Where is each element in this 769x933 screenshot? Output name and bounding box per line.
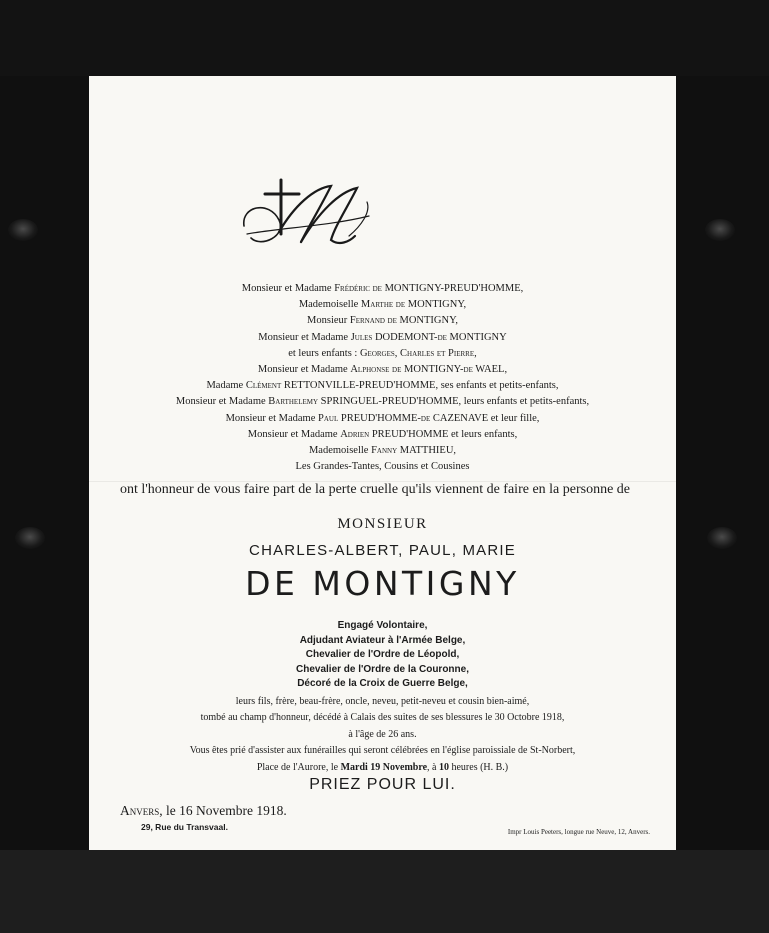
prayer-line: PRIEZ POUR LUI. — [309, 776, 456, 793]
death-line: tombé au champ d'honneur, décédé à Calais des suites de ses blessures le 30 Octobre 1918, — [200, 712, 565, 724]
family-line-part: Alphonse de — [350, 364, 402, 376]
deceased-given-names: CHARLES-ALBERT, PAUL, MARIE — [249, 542, 516, 559]
deceased-honorific: MONSIEUR — [337, 516, 428, 532]
title-line: Chevalier de l'Ordre de la Couronne, — [296, 663, 469, 675]
family-line-part: Monsieur et Madame — [175, 396, 269, 408]
family-line-part: MONTIGNY, — [396, 315, 458, 327]
family-line-part: RETTONVILLE-PREUD'HOMME, ses enfants et petits-enfants, — [281, 380, 559, 392]
family-line-part: Paul — [318, 412, 339, 424]
family-line-part: MONTIGNY-PREUD'HOMME, — [381, 283, 524, 294]
family-line — [89, 362, 676, 378]
family-line-part: Fernand de — [349, 315, 397, 327]
cross-monogram-icon — [239, 176, 379, 256]
family-line-part: Adrien — [340, 428, 370, 440]
binder-hole-left-top — [8, 219, 38, 241]
family-line-part: SPRINGUEL-PREUD'HOMME, leurs enfants et petits-enfants, — [318, 396, 590, 408]
title-line: Adjudant Aviateur à l'Armée Belge, — [299, 634, 466, 646]
family-line-part: Barthelemy — [268, 396, 319, 408]
funeral-hour: 10 — [438, 761, 449, 773]
family-line-part: Monsieur et Madame — [258, 331, 351, 343]
binder-hole-right-bottom — [707, 527, 737, 549]
place-date — [120, 803, 287, 819]
family-line — [89, 281, 676, 297]
family-line-part: MONTIGNY, — [405, 299, 467, 311]
family-line-part: Frédéric de — [334, 283, 382, 294]
family-line-part: PREUD'HOMME- — [338, 412, 421, 424]
title-line: Décoré de la Croix de Guerre Belge, — [297, 678, 468, 690]
funeral-hour-suffix: heures (H. B.) — [448, 761, 509, 773]
deceased-surname: DE MONTIGNY — [245, 564, 520, 603]
family-line-part: PREUD'HOMME et leurs enfants, — [369, 428, 518, 440]
family-line-part: Madame — [206, 380, 246, 392]
death-notice-card — [89, 76, 676, 850]
city: Anvers — [120, 803, 160, 818]
binder-hole-left-bottom — [15, 527, 45, 549]
backdrop-bottom — [0, 850, 769, 933]
family-line — [89, 346, 676, 362]
backdrop-top — [0, 0, 769, 76]
family-line-part: WAEL, — [472, 364, 508, 376]
military-titles — [89, 619, 676, 692]
family-line-part: Les Grandes-Tantes, Cousins et Cousines — [295, 461, 470, 473]
family-line — [89, 330, 676, 346]
family-line — [89, 411, 676, 427]
family-line — [89, 443, 676, 459]
relation-line: leurs fils, frère, beau-frère, oncle, neveu, petit-neveu et cousin bien-aimé, — [235, 696, 530, 707]
title-line: Chevalier de l'Ordre de Léopold, — [305, 649, 460, 661]
funeral-day: Mardi 19 Novembre — [340, 761, 428, 773]
family-line-part: et leurs enfants : — [288, 347, 360, 359]
family-line-part: CAZENAVE et leur fille, — [430, 412, 540, 424]
date: , le 16 Novembre 1918. — [159, 803, 287, 818]
family-line-part: Marthe de — [360, 299, 406, 311]
death-details — [89, 694, 676, 776]
family-line-part: Clément — [245, 380, 282, 392]
family-line-part: MATTHIEU, — [397, 445, 457, 457]
binder-hole-right-top — [705, 219, 735, 241]
family-line-part: Jules — [350, 331, 373, 343]
funeral-place: Place de l'Aurore, le — [256, 761, 341, 773]
family-line-part: Monsieur et Madame — [225, 412, 318, 424]
address: 29, Rue du Transvaal. — [141, 822, 228, 832]
family-line — [89, 313, 676, 329]
title-line: Engagé Volontaire, — [337, 620, 428, 631]
family-line — [89, 394, 676, 410]
family-line — [89, 459, 676, 475]
funeral-hour-prefix: , à — [427, 761, 439, 773]
family-line-part: de — [420, 412, 431, 424]
family-line-part: Monsieur et Madame — [247, 428, 341, 440]
bereaved-family-list — [89, 281, 676, 475]
family-line-part: DODEMONT- — [372, 331, 438, 343]
funeral-line: Vous êtes prié d'assister aux funérailles qui seront célébrées en l'église paroissiale de St-Norbert, — [189, 745, 576, 757]
family-line-part: Georges, Charles et Pierre, — [359, 347, 477, 359]
age-line: à l'âge de 26 ans. — [348, 728, 417, 740]
family-line-part: MONTIGNY- — [401, 364, 464, 376]
family-line-part: Mademoiselle — [298, 299, 361, 311]
family-line-part: Fanny — [371, 445, 398, 457]
family-line-part: Mademoiselle — [308, 445, 372, 457]
family-line-part: Monsieur et Madame — [241, 283, 335, 294]
announcement-intro: ont l'honneur de vous faire part de la perte cruelle qu'ils viennent de faire en la personne de — [120, 482, 631, 497]
family-line — [89, 378, 676, 394]
family-line-part: MONTIGNY — [446, 331, 507, 343]
family-line-part: Monsieur et Madame — [257, 364, 351, 376]
family-line — [89, 427, 676, 443]
funeral-time-line — [89, 760, 676, 776]
printer-credit: Impr Louis Peeters, longue rue Neuve, 12, Anvers. — [507, 828, 650, 836]
family-line-part: de — [437, 331, 447, 343]
family-line-part: de — [463, 364, 473, 376]
family-line-part: Monsieur — [307, 315, 350, 327]
family-line — [89, 297, 676, 313]
